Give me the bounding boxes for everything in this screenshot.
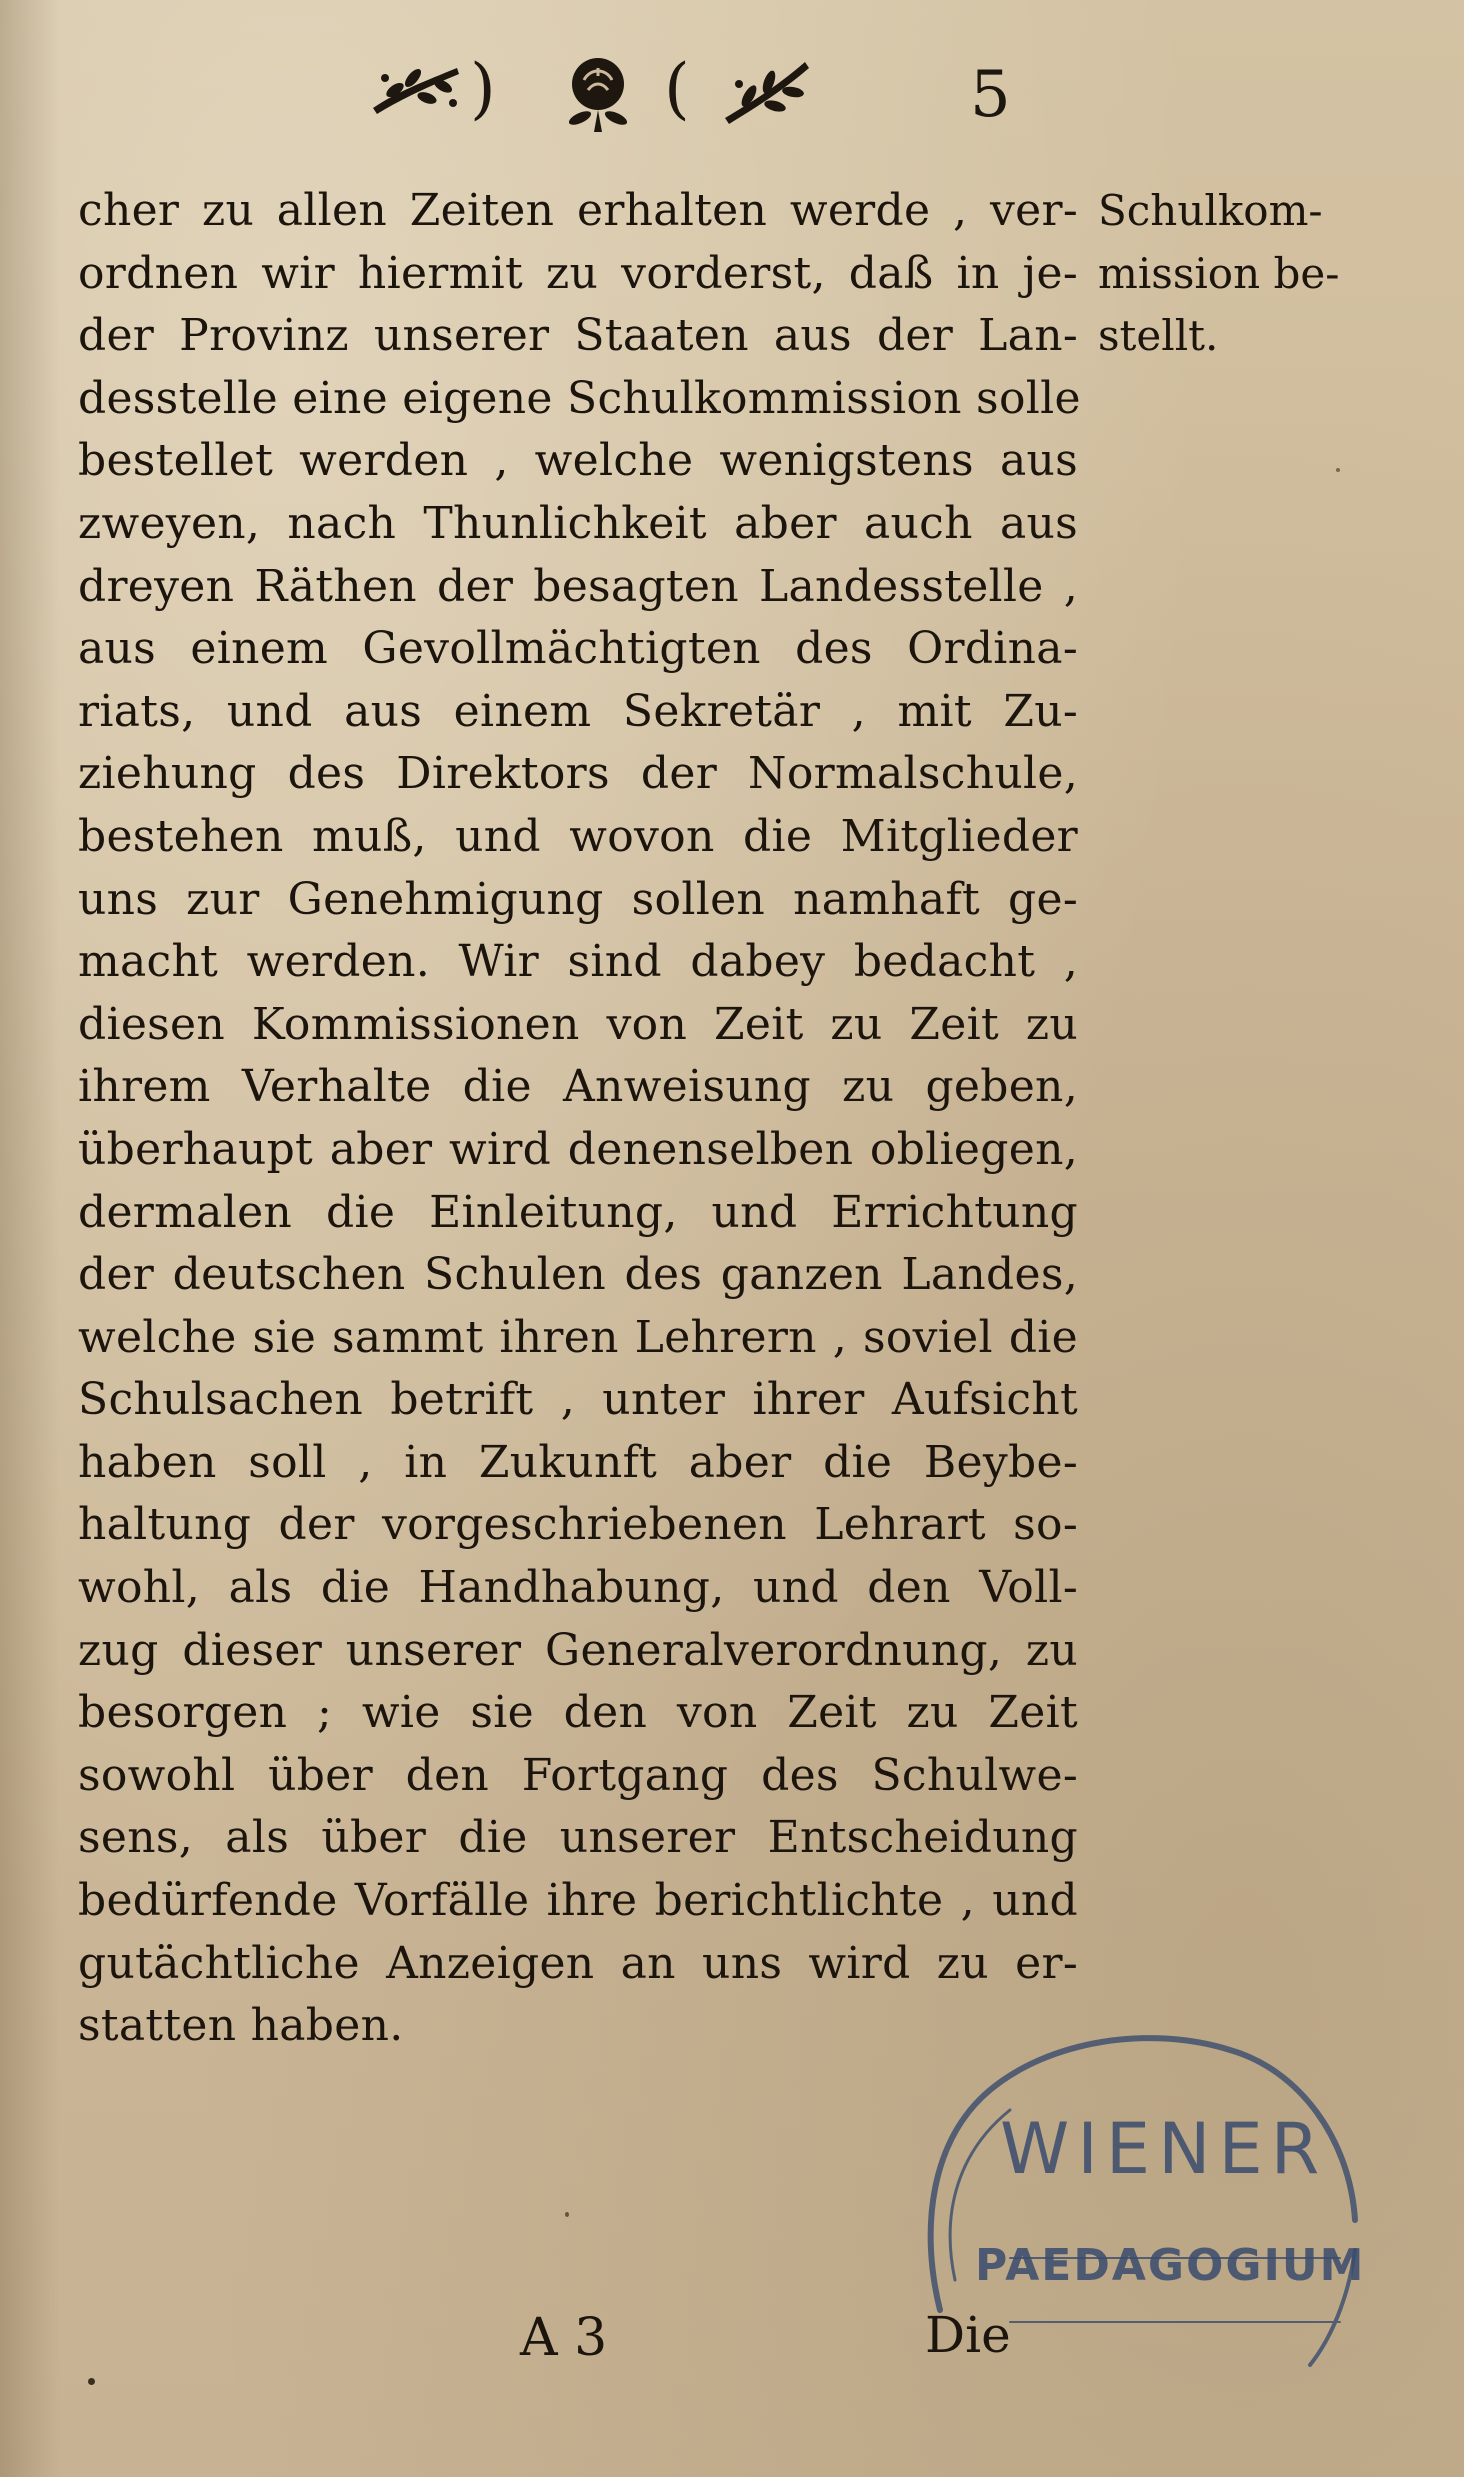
text-line: bestellet werden , welche wenigstens aus [78,435,1078,487]
body-text [78,180,1081,2058]
stamp-text-paedagogium: PAEDAGOGIUM [975,2240,1366,2291]
stamp-text-wiener: WIENER [1000,2108,1328,2190]
text-line: ordnen wir hiermit zu vorderst, daß in je- [78,247,1078,299]
margin-note-line: stellt. [1098,311,1219,361]
text-line: der deutschen Schulen des ganzen Landes, [78,1249,1078,1301]
catchword: Die [925,2306,1011,2364]
signature-mark: A 3 [520,2308,608,2368]
text-line: cher zu allen Zeiten erhalten werde , ver- [78,185,1078,236]
text-line: wohl, als die Handhabung, und den Voll- [78,1562,1078,1614]
text-line: Schulsachen betrift , unter ihrer Aufsicht [78,1374,1078,1426]
gutter-shadow [0,0,60,2477]
text-line: riats, und aus einem Sekretär , mit Zu- [78,685,1078,737]
text-line: diesen Kommissionen von Zeit zu Zeit zu [78,998,1078,1050]
text-line: uns zur Genehmigung sollen namhaft ge- [78,873,1078,925]
text-line: zug dieser unserer Generalverordnung, zu [78,1624,1078,1676]
text-line: sens, als über die unserer Entscheidung [78,1812,1078,1864]
margin-note-line: Schulkom- [1098,186,1323,235]
text-line: besorgen ; wie sie den von Zeit zu Zeit [78,1687,1078,1739]
text-line: desstelle eine eigene Schulkommission solle [78,372,1081,424]
text-line: überhaupt aber wird denenselben obliegen, [78,1123,1078,1175]
paper-speck [1336,468,1340,472]
text-line: haltung der vorgeschriebenen Lehrart so- [78,1499,1078,1551]
text-line: ihrem Verhalte die Anweisung zu geben, [78,1061,1078,1113]
page-number: 5 [970,58,1011,132]
leaf-ornament-icon [715,48,815,128]
text-line: dreyen Räthen der besagten Landesstelle , [78,560,1078,612]
text-line: zweyen, nach Thunlichkeit aber auch aus [78,497,1078,549]
text-line: bedürfende Vorfälle ihre berichtlichte , und [78,1875,1078,1927]
margin-note [1098,180,1438,368]
rose-ornament-icon [548,46,648,136]
text-line: aus einem Gevollmächtigten des Ordina- [78,623,1078,675]
text-line: statten haben. [78,2000,404,2052]
text-line: macht werden. Wir sind dabey bedacht , [78,936,1078,988]
text-line: haben soll , in Zukunft aber die Beybe- [78,1436,1078,1488]
header-right-paren: ( [664,50,690,127]
text-line: sowohl über den Fortgang des Schulwe- [78,1749,1078,1801]
text-line: ziehung des Direktors der Normalschule, [78,748,1078,800]
leaf-ornament-icon [365,48,465,128]
paper-speck [565,2212,569,2217]
text-line: dermalen die Einleitung, und Errichtung [78,1186,1078,1238]
text-line: welche sie sammt ihren Lehrern , soviel die [78,1311,1078,1363]
paper-speck [88,2378,95,2385]
text-line: gutächtliche Anzeigen an uns wird zu er- [78,1937,1078,1989]
header-left-paren: ) [470,50,496,127]
text-line: bestehen muß, und wovon die Mitglieder [78,810,1078,862]
text-line: der Provinz unserer Staaten aus der Lan- [78,310,1078,362]
margin-note-line: mission be- [1098,248,1340,298]
